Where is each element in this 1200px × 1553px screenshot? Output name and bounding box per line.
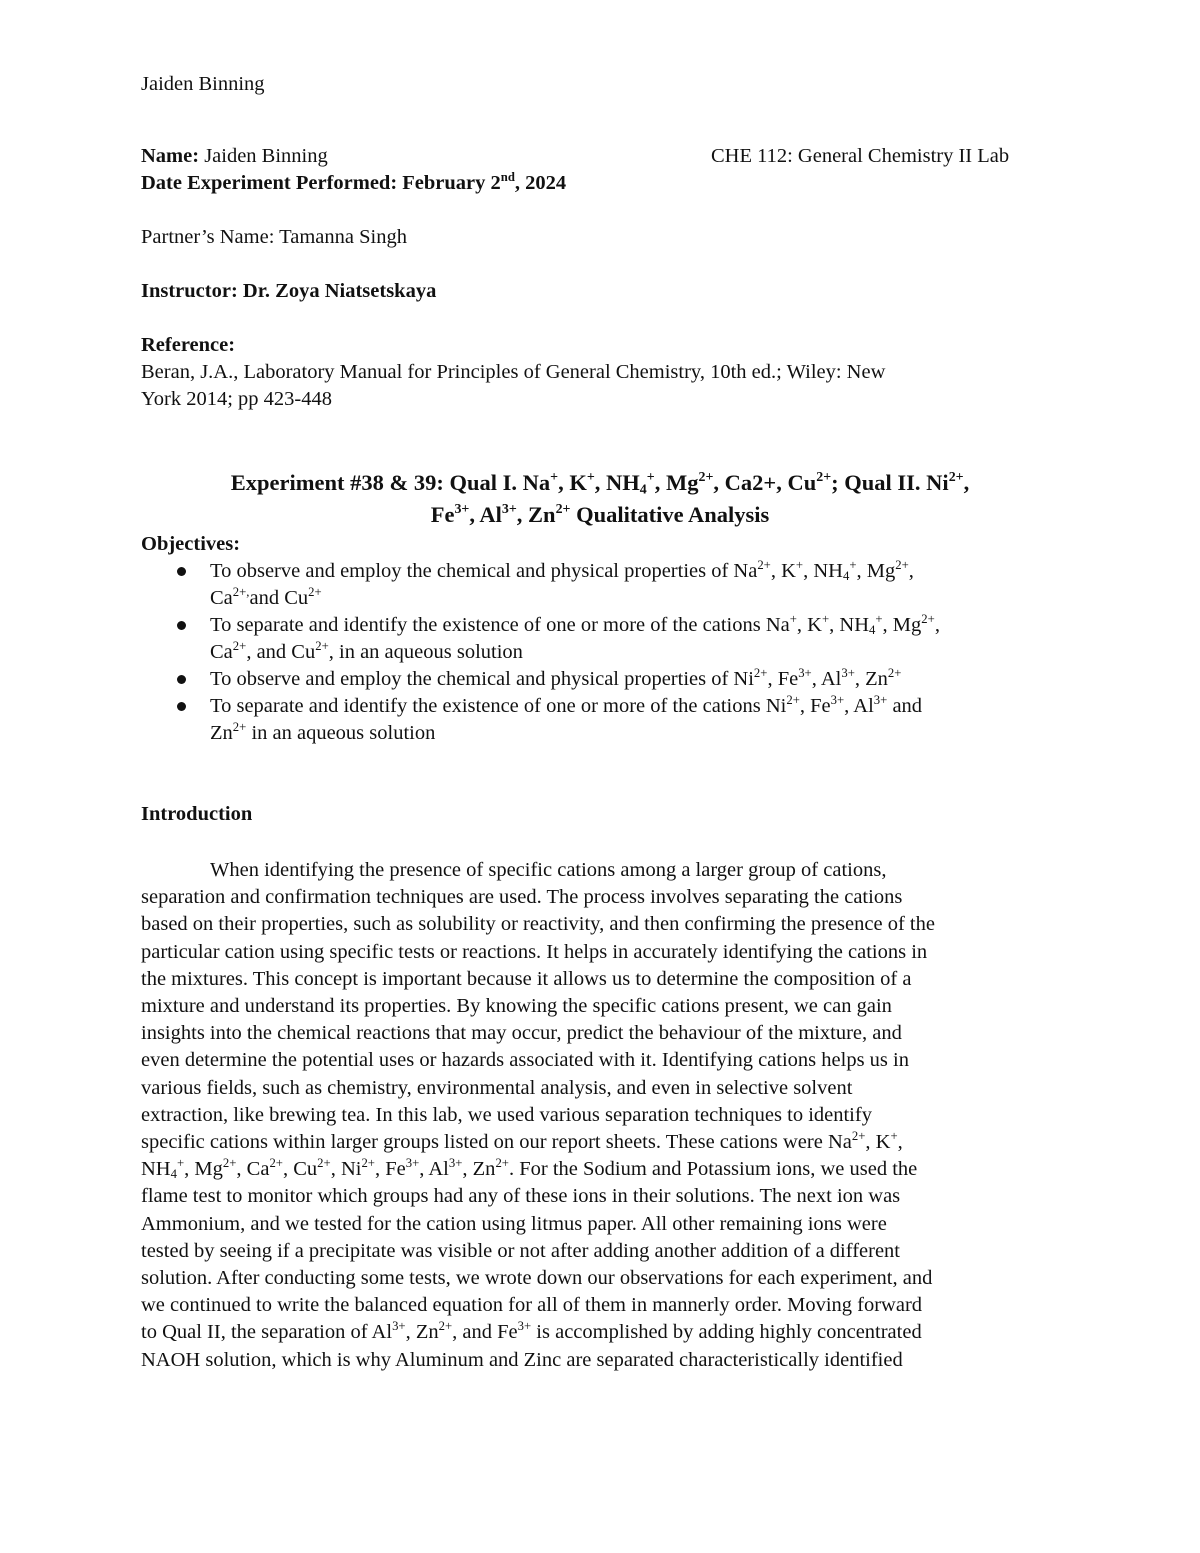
intro-line: various fields, such as chemistry, environmental analysis, and even in selective solvent	[141, 1076, 853, 1099]
sup: 2+	[753, 665, 768, 680]
text: To observe and employ the chemical and physical properties of Na	[210, 560, 758, 582]
objective-item	[141, 612, 1071, 666]
name-label: Name:	[141, 145, 200, 167]
title-text: , NH	[594, 470, 640, 495]
intro-line: separation and confirmation techniques are used. The process involves separating the cations	[141, 886, 903, 909]
intro-line: extraction, like brewing tea. In this lab, we used various separation techniques to identify	[141, 1103, 872, 1126]
intro-line: tested by seeing if a precipitate was visible or not after adding another addition of a different	[141, 1239, 901, 1262]
intro-line: mixture and understand its properties. By knowing the specific cations present, we can gain	[141, 995, 892, 1018]
sup: +	[795, 557, 804, 572]
text: , Cu	[282, 1158, 318, 1181]
text: , K	[865, 1131, 891, 1154]
intro-line: When identifying the presence of specific cations among a larger group of cations,	[210, 859, 887, 881]
date-sup: nd	[500, 169, 515, 184]
intro-line: NAOH solution, which is why Aluminum and Zinc are separated characteristically identified	[141, 1348, 903, 1371]
sup: 2+	[308, 584, 322, 599]
date-label: Date Experiment Performed: February 2	[141, 172, 501, 194]
text: ,	[908, 560, 914, 582]
sup: 2+	[222, 1155, 237, 1170]
sup: 2+	[315, 638, 329, 653]
title-text: Experiment #38 & 39: Qual I. Na	[230, 470, 551, 495]
sup: 3+	[517, 1319, 532, 1334]
text: Ca	[210, 641, 233, 663]
text: Zn	[210, 722, 233, 744]
text: , NH	[829, 614, 870, 636]
title-text: , K	[558, 470, 587, 495]
intro-line	[141, 1156, 1061, 1183]
introduction-paragraph	[141, 857, 1061, 1374]
name-line	[141, 143, 328, 170]
text: , Mg	[882, 614, 922, 636]
text: , Fe	[374, 1158, 406, 1181]
text: in an aqueous solution	[246, 722, 436, 744]
text: . For the Sodium and Potassium ions, we used the	[508, 1158, 918, 1181]
sup: +	[821, 611, 830, 626]
sup: 2+	[317, 1155, 331, 1170]
instructor-line: Instructor: Dr. Zoya Niatsetskaya	[141, 280, 437, 302]
objective-item	[141, 558, 1071, 612]
title-sup: 2+	[816, 469, 832, 485]
date-year: , 2024	[514, 172, 567, 194]
objectives-list	[141, 558, 1071, 747]
objective-item	[141, 693, 1071, 747]
title-sup: 2+	[948, 469, 964, 485]
text: , Ni	[330, 1158, 362, 1181]
bullet-icon	[177, 702, 186, 711]
title-text: , Zn	[516, 502, 556, 527]
introduction-heading: Introduction	[141, 803, 253, 825]
title-text: ,	[963, 470, 970, 495]
title-text: , Al	[469, 502, 502, 527]
sup: 2+,	[232, 584, 250, 599]
text: To separate and identify the existence of one or more of the cations Ni	[210, 695, 787, 717]
sup: 2+	[851, 1128, 866, 1143]
bullet-icon	[177, 675, 186, 684]
title-sup: +	[550, 469, 559, 485]
intro-line	[141, 1129, 1061, 1156]
intro-line: Ammonium, and we tested for the cation using litmus paper. All other remaining ions were	[141, 1212, 887, 1235]
text: , K	[796, 614, 822, 636]
text: , and Fe	[452, 1321, 518, 1344]
sup: 2+	[232, 719, 247, 734]
sup: 2+	[495, 1155, 509, 1170]
text: NH	[141, 1158, 171, 1181]
sup: 2+	[269, 1155, 283, 1170]
name-value: Jaiden Binning	[199, 145, 328, 167]
sup: 3+	[392, 1319, 406, 1334]
title-sup: 3+	[501, 501, 517, 517]
sup: 3+	[405, 1155, 420, 1170]
sup: 2+	[921, 611, 935, 626]
text: , Fe	[799, 695, 831, 717]
sup: 3+	[448, 1155, 463, 1170]
text: , Ca	[236, 1158, 270, 1181]
sub: 4	[842, 569, 850, 584]
experiment-title-line-1	[0, 467, 1200, 499]
title-text: , Mg	[654, 470, 699, 495]
text: , Zn	[854, 668, 888, 690]
title-sup: +	[586, 469, 595, 485]
text: , Al	[811, 668, 842, 690]
experiment-title-line-2	[0, 499, 1200, 531]
sup: 2+	[786, 692, 800, 707]
bullet-icon	[177, 621, 186, 630]
title-sup: 2+	[698, 469, 714, 485]
title-sup: 2+	[555, 501, 571, 517]
title-sup: +	[646, 469, 655, 485]
text: is accomplished by adding highly concentrated	[531, 1321, 922, 1344]
sup: 3+	[830, 692, 845, 707]
intro-line: solution. After conducting some tests, we wrote down our observations for each experiment, and	[141, 1267, 933, 1290]
sup: 2+	[232, 638, 247, 653]
reference-heading: Reference:	[141, 334, 236, 356]
text: , in an aqueous solution	[328, 641, 523, 663]
objective-item	[141, 666, 1071, 693]
course-title: CHE 112: General Chemistry II Lab	[711, 145, 1010, 167]
text: , Zn	[405, 1321, 439, 1344]
text: Ca	[210, 587, 233, 609]
intro-line	[141, 1319, 1061, 1346]
sup: 3+	[873, 692, 888, 707]
text: , Fe	[767, 668, 799, 690]
sup: 3+	[841, 665, 855, 680]
text: To separate and identify the existence of one or more of the cations Na	[210, 614, 790, 636]
sup: 3+	[798, 665, 812, 680]
text: , and Cu	[246, 641, 316, 663]
date-line	[141, 170, 566, 197]
sup: 2+	[361, 1155, 375, 1170]
title-sub: 4	[639, 482, 647, 498]
text: , Al	[419, 1158, 449, 1181]
title-text: Fe	[430, 502, 455, 527]
sup: +	[789, 611, 797, 626]
text: specific cations within larger groups listed on our report sheets. These cations were Na	[141, 1131, 852, 1154]
intro-line: flame test to monitor which groups had any of these ions in their solutions. The next ion was	[141, 1185, 901, 1208]
text: , Mg	[184, 1158, 223, 1181]
title-text: Qualitative Analysis	[570, 502, 770, 527]
intro-line: even determine the potential uses or hazards associated with it. Identifying cations helps us in	[141, 1049, 909, 1072]
sup: 2+	[895, 557, 909, 572]
text: , NH	[803, 560, 843, 582]
text: , Mg	[856, 560, 896, 582]
text: , Al	[844, 695, 874, 717]
intro-line: the mixtures. This concept is important because it allows us to determine the composition of a	[141, 967, 912, 990]
text: ,	[934, 614, 940, 636]
text: and	[887, 695, 923, 717]
sup: 2+	[438, 1319, 453, 1334]
title-text: ; Qual II. Ni	[831, 470, 949, 495]
title-sup: 3+	[454, 501, 470, 517]
bullet-icon	[177, 567, 186, 576]
objectives-heading: Objectives:	[141, 533, 241, 555]
sup: +	[849, 557, 857, 572]
text: , Zn	[462, 1158, 496, 1181]
text: to Qual II, the separation of Al	[141, 1321, 393, 1344]
sub: 4	[170, 1167, 177, 1182]
sup: +	[176, 1155, 185, 1170]
sub: 4	[869, 623, 876, 638]
header-author: Jaiden Binning	[141, 73, 265, 95]
text: ,	[897, 1131, 903, 1154]
sup: 2+	[887, 665, 902, 680]
text: and Cu	[249, 587, 309, 609]
sup: +	[890, 1128, 898, 1143]
intro-line: we continued to write the balanced equation for all of them in mannerly order. Moving forward	[141, 1294, 923, 1317]
sup: 2+	[757, 557, 771, 572]
title-text: , Ca2+, Cu	[713, 470, 817, 495]
reference-line-2: York 2014; pp 423-448	[141, 388, 332, 410]
text: , K	[770, 560, 796, 582]
intro-line: insights into the chemical reactions that may occur, predict the behaviour of the mixture, and	[141, 1022, 902, 1045]
sup: +	[875, 611, 883, 626]
reference-line-1: Beran, J.A., Laboratory Manual for Principles of General Chemistry, 10th ed.; Wiley: New	[141, 361, 886, 383]
intro-line: based on their properties, such as solubility or reactivity, and then confirming the presence of the	[141, 913, 935, 936]
intro-line: particular cation using specific tests or reactions. It helps in accurately identifying the cations in	[141, 940, 928, 963]
text: To observe and employ the chemical and physical properties of Ni	[210, 668, 754, 690]
partner-line: Partner’s Name: Tamanna Singh	[141, 226, 407, 248]
